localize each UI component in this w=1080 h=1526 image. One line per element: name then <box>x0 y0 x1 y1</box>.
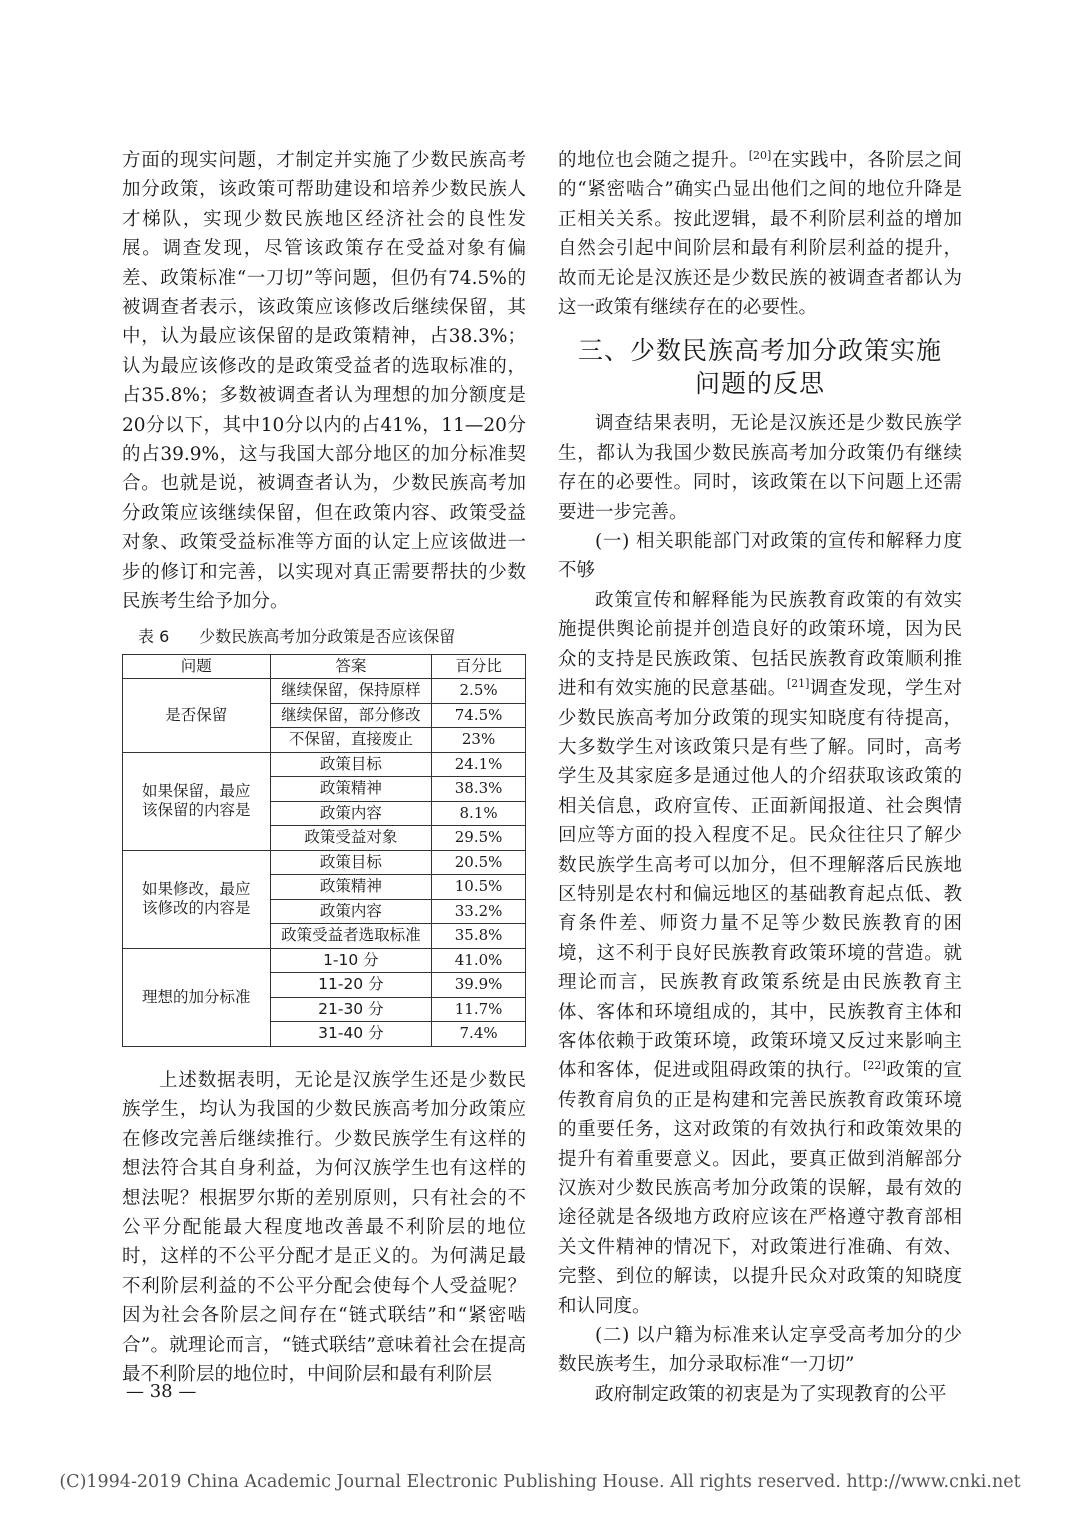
section-title-line: 问题的反思 <box>694 369 825 399</box>
section-title <box>558 334 962 400</box>
percent-cell: 23% <box>432 728 526 753</box>
percent-cell: 74.5% <box>432 703 526 728</box>
table-row <box>123 948 526 973</box>
question-cell: 理想的加分标准 <box>123 948 271 1046</box>
percent-cell: 41.0% <box>432 948 526 973</box>
answer-cell: 政策目标 <box>270 850 432 875</box>
table-row <box>123 679 526 704</box>
right-column <box>558 146 962 1409</box>
question-line: 该保留的内容是 <box>142 801 251 819</box>
percent-cell: 8.1% <box>432 801 526 826</box>
question-line: 该修改的内容是 <box>142 899 251 917</box>
header-question: 问题 <box>123 655 271 679</box>
body-paragraph <box>558 586 962 1321</box>
body-paragraph: 政府制定政策的初衷是为了实现教育的公平 <box>595 1383 947 1405</box>
question-cell <box>123 752 271 850</box>
table-caption <box>138 626 455 648</box>
table-title: 少数民族高考加分政策是否应该保留 <box>199 627 456 646</box>
section-title-line: 三、少数民族高考加分政策实施 <box>577 336 942 366</box>
answer-cell: 11-20 分 <box>270 973 432 998</box>
table-header-row <box>123 655 526 679</box>
answer-cell: 政策受益者选取标准 <box>270 924 432 949</box>
answer-cell: 31-40 分 <box>270 1022 432 1047</box>
percent-cell: 38.3% <box>432 777 526 802</box>
body-paragraph <box>558 146 962 322</box>
left-column <box>122 146 526 617</box>
reference-marker: [21] <box>786 676 810 690</box>
question-line: 如果保留，最应 <box>142 782 251 800</box>
survey-table <box>122 654 526 1047</box>
text-run: 政策宣传和解释能为民族教育政策的有效实施提供舆论前提并创造良好的政策环境，因为民众的支持是民族政策、包括民族教育政策顺利推进和有效实施的民意基础。 <box>558 589 962 700</box>
copyright-footer: (C)1994-2019 China Academic Journal Electronic Publishing House. All rights reserved. http://www.cnki.net <box>59 1472 1021 1492</box>
answer-cell: 1-10 分 <box>270 948 432 973</box>
page-number: — 38 — <box>126 1381 197 1402</box>
percent-cell: 24.1% <box>432 752 526 777</box>
percent-cell: 2.5% <box>432 679 526 704</box>
text-run: 的地位也会随之提升。 <box>558 150 749 171</box>
body-paragraph: 方面的现实问题，才制定并实施了少数民族高考加分政策，该政策可帮助建设和培养少数民族人才梯队，实现少数民族地区经济社会的良性发展。调查发现，尽管该政策存在受益对象有偏差、政策标准“一刀切”等问题，但仍有74.5%的被调查者表示，该政策应该修改后继续保留，其中，认为最应该保留的是政策精神，占38.3%；认为最应该修改的是政策受益者的选取标准的，占35.8%；多数被调查者认为理想的加分额度是20分以下，其中10分以内的占41%，11—20分的占39.9%，这与我国大部分地区的加分标准契合。也就是说，被调查者认为，少数民族高考加分政策应该继续保留，但在政策内容、政策受益对象、政策受益标准等方面的认定上应该做进一步的修订和完善，以实现对真正需要帮扶的少数民族考生给予加分。 <box>122 150 526 613</box>
reference-marker: [20] <box>748 148 772 162</box>
percent-cell: 29.5% <box>432 826 526 851</box>
answer-cell: 政策精神 <box>270 875 432 900</box>
subsection-heading: (二) 以户籍为标准来认定享受高考加分的少数民族考生，加分录取标准“一刀切” <box>558 1325 962 1376</box>
percent-cell: 39.9% <box>432 973 526 998</box>
percent-cell: 20.5% <box>432 850 526 875</box>
percent-cell: 10.5% <box>432 875 526 900</box>
answer-cell: 不保留，直接废止 <box>270 728 432 753</box>
question-cell <box>123 850 271 948</box>
answer-cell: 21-30 分 <box>270 997 432 1022</box>
percent-cell: 33.2% <box>432 899 526 924</box>
answer-cell: 政策内容 <box>270 801 432 826</box>
header-answer: 答案 <box>270 655 432 679</box>
answer-cell: 政策内容 <box>270 899 432 924</box>
percent-cell: 11.7% <box>432 997 526 1022</box>
question-line: 如果修改，最应 <box>142 880 251 898</box>
text-run: 调查发现，学生对少数民族高考加分政策的现实知晓度有待提高，大多数学生对该政策只是有些了解。同时，高考学生及其家庭多是通过他人的介绍获取该政策的相关信息，政府宣传、正面新闻报道、社会舆情回应等方面的投入程度不足。民众往往只了解少数民族学生高考可以加分，但不理解落后民族地区特别是农村和偏远地区的基础教育起点低、教育条件差、师资力量不足等少数民族教育的困境，这不利于良好民族教育政策环境的营造。就理论而言，民族教育政策系统是由民族教育主体、客体和环境组成的，其中，民族教育主体和客体依赖于政策环境，政策环境又反过来影响主体和客体，促进或阻碍政策的执行。 <box>558 678 962 1082</box>
subsection-heading: (一) 相关职能部门对政策的宣传和解释力度不够 <box>558 531 962 582</box>
header-percent: 百分比 <box>432 655 526 679</box>
answer-cell: 继续保留，保持原样 <box>270 679 432 704</box>
body-paragraph: 调查结果表明，无论是汉族还是少数民族学生，都认为我国少数民族高考加分政策仍有继续存在的必要性。同时，该政策在以下问题上还需要进一步完善。 <box>558 413 962 523</box>
answer-cell: 政策目标 <box>270 752 432 777</box>
table-row <box>123 752 526 777</box>
table-row <box>123 850 526 875</box>
text-run: 在实践中，各阶层之间的“紧密啮合”确实凸显出他们之间的地位升降是正相关关系。按此逻辑，最不利阶层利益的增加自然会引起中间阶层和最有利阶层利益的提升，故而无论是汉族还是少数民族的被调查者都认为这一政策有继续存在的必要性。 <box>558 150 962 319</box>
answer-cell: 继续保留，部分修改 <box>270 703 432 728</box>
reference-marker: [22] <box>863 1059 886 1073</box>
answer-cell: 政策受益对象 <box>270 826 432 851</box>
percent-cell: 35.8% <box>432 924 526 949</box>
question-cell: 是否保留 <box>123 679 271 753</box>
body-paragraph: 上述数据表明，无论是汉族学生还是少数民族学生，均认为我国的少数民族高考加分政策应在修改完善后继续推行。少数民族学生有这样的想法符合其自身利益，为何汉族学生也有这样的想法呢？根据罗尔斯的差别原则，只有社会的不公平分配能最大程度地改善最不利阶层的地位时，这样的不公平分配才是正义的。为何满足最不利阶层利益的不公平分配会使每个人受益呢？因为社会各阶层之间存在“链式联结”和“紧密啮合”。就理论而言，“链式联结”意味着社会在提高最不利阶层的地位时，中间阶层和最有利阶层 <box>122 1070 526 1386</box>
answer-cell: 政策精神 <box>270 777 432 802</box>
left-column-lower <box>122 1066 526 1389</box>
text-run: 政策的宣传教育肩负的正是构建和完善民族教育政策环境的重要任务，这对政策的有效执行和政策效果的提升有着重要意义。因此，要真正做到消解部分汉族对少数民族高考加分政策的误解，最有效的途径就是各级地方政府应该在严格遵守教育部相关文件精神的情况下，对政策进行准确、有效、完整、到位的解读，以提升民众对政策的知晓度和认同度。 <box>558 1060 962 1317</box>
table-number: 表 6 <box>138 627 170 646</box>
percent-cell: 7.4% <box>432 1022 526 1047</box>
